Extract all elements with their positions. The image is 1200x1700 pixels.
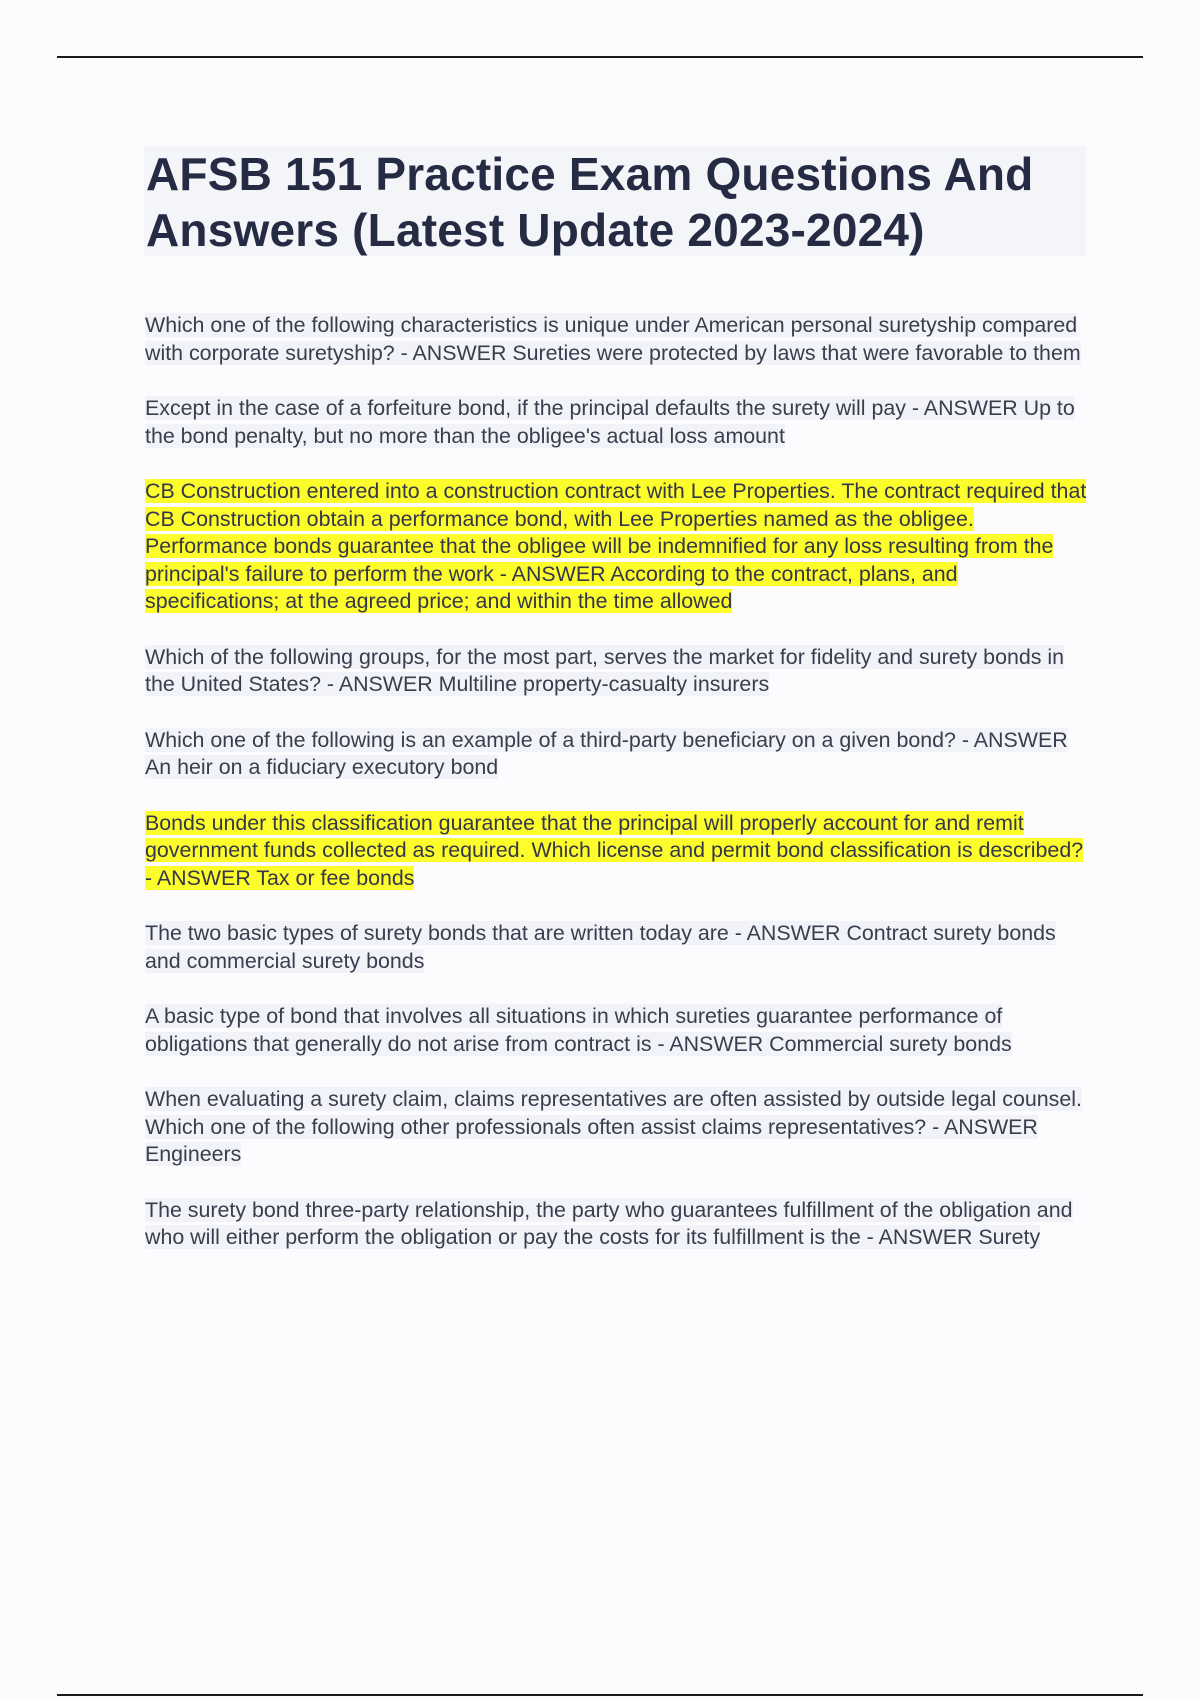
page-title: AFSB 151 Practice Exam Questions And Answers (Latest Update 2023-2024) bbox=[146, 148, 1034, 256]
top-rule bbox=[57, 56, 1143, 58]
qa-text: Bonds under this classification guarantee that the principal will properly account for and remit government funds collected as required. Which license and permit bond classification is described? - ANSWER Tax or fee bonds bbox=[145, 810, 1084, 890]
qa-list bbox=[145, 312, 1095, 1280]
qa-item bbox=[145, 312, 1095, 367]
qa-text: When evaluating a surety claim, claims representatives are often assisted by outside legal counsel. Which one of the following other professionals often assist claims representatives? - ANSWER Engineers bbox=[145, 1087, 1082, 1166]
qa-item bbox=[145, 1197, 1095, 1252]
qa-item bbox=[145, 810, 1095, 893]
qa-text: Which one of the following is an example of a third-party beneficiary on a given bond? - ANSWER An heir on a fiduciary executory bond bbox=[145, 727, 1068, 779]
qa-text: Except in the case of a forfeiture bond, if the principal defaults the surety will pay - ANSWER Up to the bond penalty, but no more than the obligee's actual loss amount bbox=[145, 396, 1075, 448]
qa-text: Which one of the following characteristics is unique under American personal suretyship compared with corporate suretyship? - ANSWER Sureties were protected by laws that were favorable to them bbox=[145, 313, 1081, 365]
qa-text: A basic type of bond that involves all situations in which sureties guarantee performance of obligations that generally do not arise from contract is - ANSWER Commercial surety bonds bbox=[145, 1004, 1012, 1056]
qa-item bbox=[145, 920, 1095, 975]
qa-item bbox=[145, 478, 1095, 616]
bottom-rule bbox=[57, 1694, 1143, 1696]
qa-item bbox=[145, 395, 1095, 450]
qa-item bbox=[145, 1086, 1095, 1169]
qa-text: The two basic types of surety bonds that are written today are - ANSWER Contract surety bonds and commercial surety bonds bbox=[145, 921, 1056, 973]
qa-text: The surety bond three-party relationship, the party who guarantees fulfillment of the obligation and who will either perform the obligation or pay the costs for its fulfillment is the - ANSWER Surety bbox=[145, 1197, 1073, 1249]
qa-item bbox=[145, 1003, 1095, 1058]
qa-item bbox=[145, 727, 1095, 782]
qa-text: Which of the following groups, for the most part, serves the market for fidelity and surety bonds in the United States? - ANSWER Multiline property-casualty insurers bbox=[145, 644, 1065, 696]
qa-item bbox=[145, 644, 1095, 699]
qa-text: CB Construction entered into a construction contract with Lee Properties. The contract required that CB Construction obtain a performance bond, with Lee Properties named as the obligee. Performance bonds guarantee that the obligee will be indemnified for any loss resulting from the principal's failure to perform the work - ANSWER According to the contract, plans, and specifications; at the agreed price; and within the time allowed bbox=[145, 479, 1087, 613]
title-block bbox=[144, 146, 1086, 256]
